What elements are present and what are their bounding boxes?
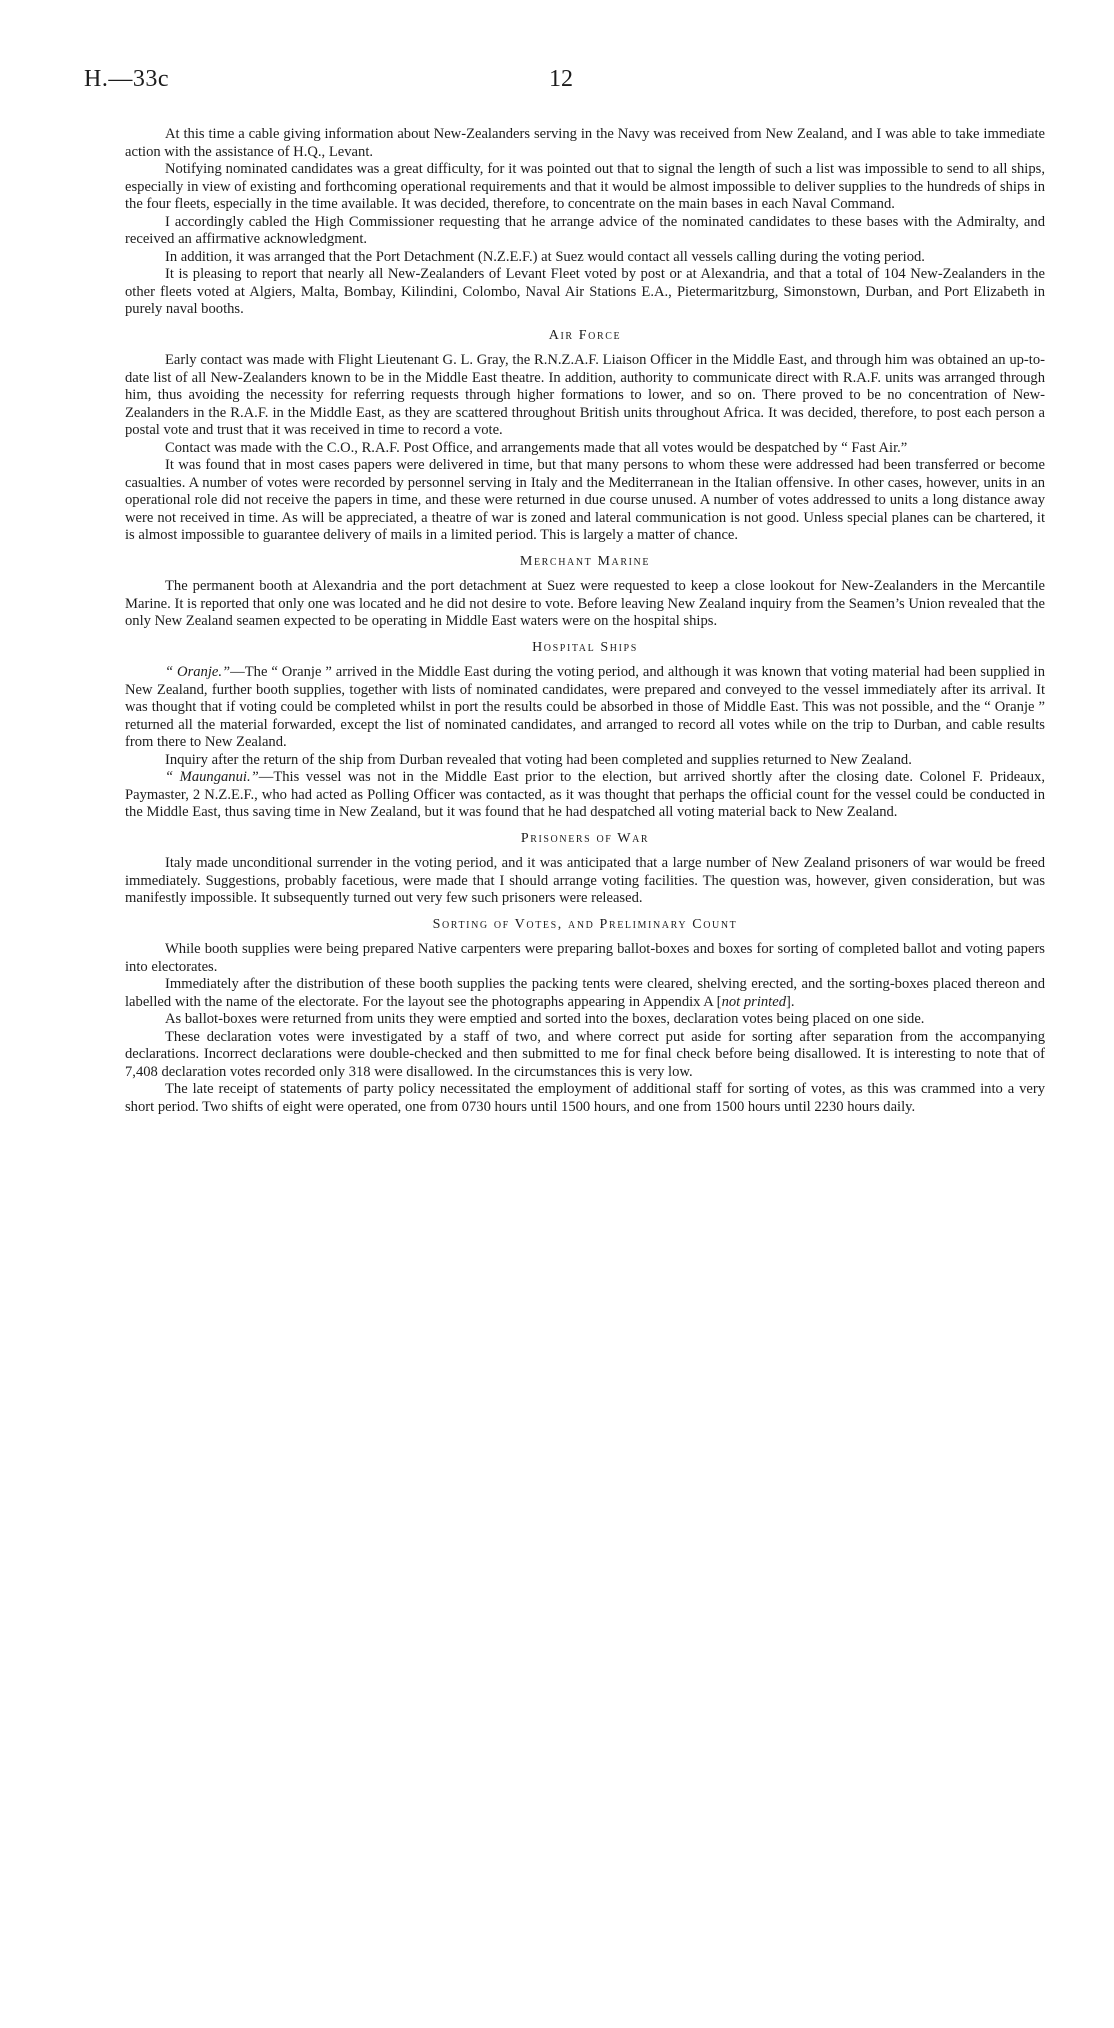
- ship-name: “ Maunganui.”: [165, 769, 259, 785]
- paragraph: These declaration votes were investigated by a staff of two, and where correct put aside for sorting after separation from the accompanying declarations. Incorrect declarations were double-checked and then submitted to me for final check before being disallowed. It is interesting to note that of 7,408 declaration votes recorded only 318 were disallowed. In the circumstances this is very low.: [125, 1028, 1045, 1080]
- paragraph-text: —This vessel was not in the Middle East prior to the election, but arrived shortly after the closing date. Colonel F. Prideaux, Paymaster, 2 N.Z.E.F., who had acted as Polling Officer was contacted, as it was thought that perhaps the official count for the vessel could be conducted in the Middle East, thus saving time in New Zealand, but it was found that he had despatched all voting material back to New Zealand.: [125, 769, 1045, 820]
- paragraph-text: Immediately after the distribution of these booth supplies the packing tents were cleared, shelving erected, and the sorting-boxes placed thereon and labelled with the name of the electorate. For the layout see the photographs appearing in Appendix A [: [125, 976, 1045, 1010]
- paragraph: While booth supplies were being prepared Native carpenters were preparing ballot-boxes and boxes for sorting of completed ballot and voting papers into electorates.: [125, 941, 1045, 975]
- paragraph-text: ].: [786, 993, 795, 1010]
- paragraph: As ballot-boxes were returned from units they were emptied and sorted into the boxes, declaration votes being placed on one side.: [165, 1011, 925, 1027]
- paragraph: It was found that in most cases papers were delivered in time, but that many persons to whom these were addressed had been transferred or become casualties. A number of votes were recorded by personnel serving in Italy and the Mediterranean in the Italian offensive. In other cases, however, units in an operational role did not receive the papers in time, and these were returned in due course unused. A number of votes addressed to units a long distance away were not received in time. As will be appreciated, a theatre of war is zoned and lateral communication is not good. Unless special planes can be chartered, it is almost impossible to guarantee delivery of mails in a limited period. This is largely a matter of chance.: [125, 457, 1045, 543]
- merchant-marine-section: [125, 553, 1045, 631]
- paragraph: Contact was made with the C.O., R.A.F. Post Office, and arrangements made that all votes would be despatched by “ Fast Air.”: [165, 439, 908, 456]
- paragraph: [125, 769, 1045, 822]
- paragraph: Early contact was made with Flight Lieutenant G. L. Gray, the R.N.Z.A.F. Liaison Officer in the Middle East, and through him was obtained an up-to-date list of all New-Zealanders known to be in the Middle East theatre. In addition, authority to communicate direct with R.A.F. units was arranged through him, thus avoiding the necessity for referring requests through higher formations to lower, and so on. There proved to be no concentration of New-Zealanders in the R.A.F. in the Middle East, as they are scattered throughout British units throughout Africa. It was decided, therefore, to post each person a postal vote and trust that it was received in time to record a vote.: [125, 352, 1045, 438]
- italic-note: not printed: [721, 993, 787, 1010]
- section-heading: Prisoners of War: [520, 830, 650, 846]
- prisoners-of-war-section: [125, 830, 1045, 908]
- paragraph-text: —The “ Oranje ” arrived in the Middle East during the voting period, and although it was known that voting material had been supplied in New Zealand, further booth supplies, together with lists of nominated candidates, were prepared and conveyed to the vessel immediately after its arrival. It was thought that if voting could be completed whilst in port the results could be absorbed in those of Middle East. This was not possible, and the “ Oranje ” returned all the material forwarded, except the list of nominated candidates, and arranged to record all votes while on the trip to Durban, and cable results from there to New Zealand.: [125, 664, 1045, 750]
- paragraph: [125, 664, 1045, 752]
- navy-section: [125, 126, 1045, 319]
- section-heading: Sorting of Votes, and Preliminary Count: [432, 916, 738, 932]
- air-force-section: [125, 327, 1045, 545]
- paragraph: Italy made unconditional surrender in the voting period, and it was anticipated that a large number of New Zealand prisoners of war would be freed immediately. Suggestions, probably facetious, were made that I should arrange voting facilities. The question was, however, given consideration, but was manifestly impossible. It subsequently turned out very few such prisoners were released.: [125, 855, 1045, 906]
- paragraph: Inquiry after the return of the ship from Durban revealed that voting had been completed and supplies returned to New Zealand.: [165, 751, 912, 768]
- hospital-ships-section: [125, 639, 1045, 822]
- ship-name: “ Oranje.”: [165, 664, 231, 680]
- section-heading: Hospital Ships: [532, 639, 638, 655]
- page-number: 12: [549, 66, 573, 92]
- page-header: [84, 66, 1030, 98]
- section-heading: Air Force: [548, 327, 622, 343]
- page-body: [125, 126, 1045, 1116]
- section-heading: Merchant Marine: [519, 553, 651, 569]
- paragraph: The late receipt of statements of party policy necessitated the employment of additional staff for sorting of votes, as this was crammed into a very short period. Two shifts of eight were operated, one from 0730 hours until 1500 hours, and one from 1500 hours until 2230 hours daily.: [125, 1081, 1045, 1115]
- paragraph: In addition, it was arranged that the Port Detachment (N.Z.E.F.) at Suez would contact all vessels calling during the voting period.: [165, 248, 925, 265]
- paragraph: At this time a cable giving information about New-Zealanders serving in the Navy was received from New Zealand, and I was able to take immediate action with the assistance of H.Q., Levant.: [125, 126, 1045, 160]
- paragraph: It is pleasing to report that nearly all New-Zealanders of Levant Fleet voted by post or at Alexandria, and that a total of 104 New-Zealanders in the other fleets voted at Algiers, Malta, Bombay, Kilindini, Colombo, Naval Air Stations E.A., Pietermaritzburg, Simonstown, Durban, and Port Elizabeth in purely naval booths.: [125, 266, 1045, 317]
- paragraph: The permanent booth at Alexandria and the port detachment at Suez were requested to keep a close lookout for New-Zealanders in the Mercantile Marine. It is reported that only one was located and he did not desire to vote. Before leaving New Zealand inquiry from the Seamen’s Union revealed that the only New Zealand seamen expected to be operating in Middle East waters were on the hospital ships.: [125, 578, 1045, 629]
- paragraph: Notifying nominated candidates was a great difficulty, for it was pointed out that to signal the length of such a list was impossible to send to all ships, especially in view of existing and forthcoming operational requirements and that it would be almost impossible to deliver supplies to the hundreds of ships in the four fleets, especially in the time available. It was decided, therefore, to concentrate on the main bases in each Naval Command.: [125, 161, 1045, 212]
- document-reference: H.—33c: [84, 66, 169, 92]
- paragraph: [125, 976, 1045, 1011]
- sorting-section: [125, 916, 1045, 1117]
- paragraph: I accordingly cabled the High Commissioner requesting that he arrange advice of the nominated candidates to these bases with the Admiralty, and received an affirmative acknowledgment.: [125, 213, 1045, 247]
